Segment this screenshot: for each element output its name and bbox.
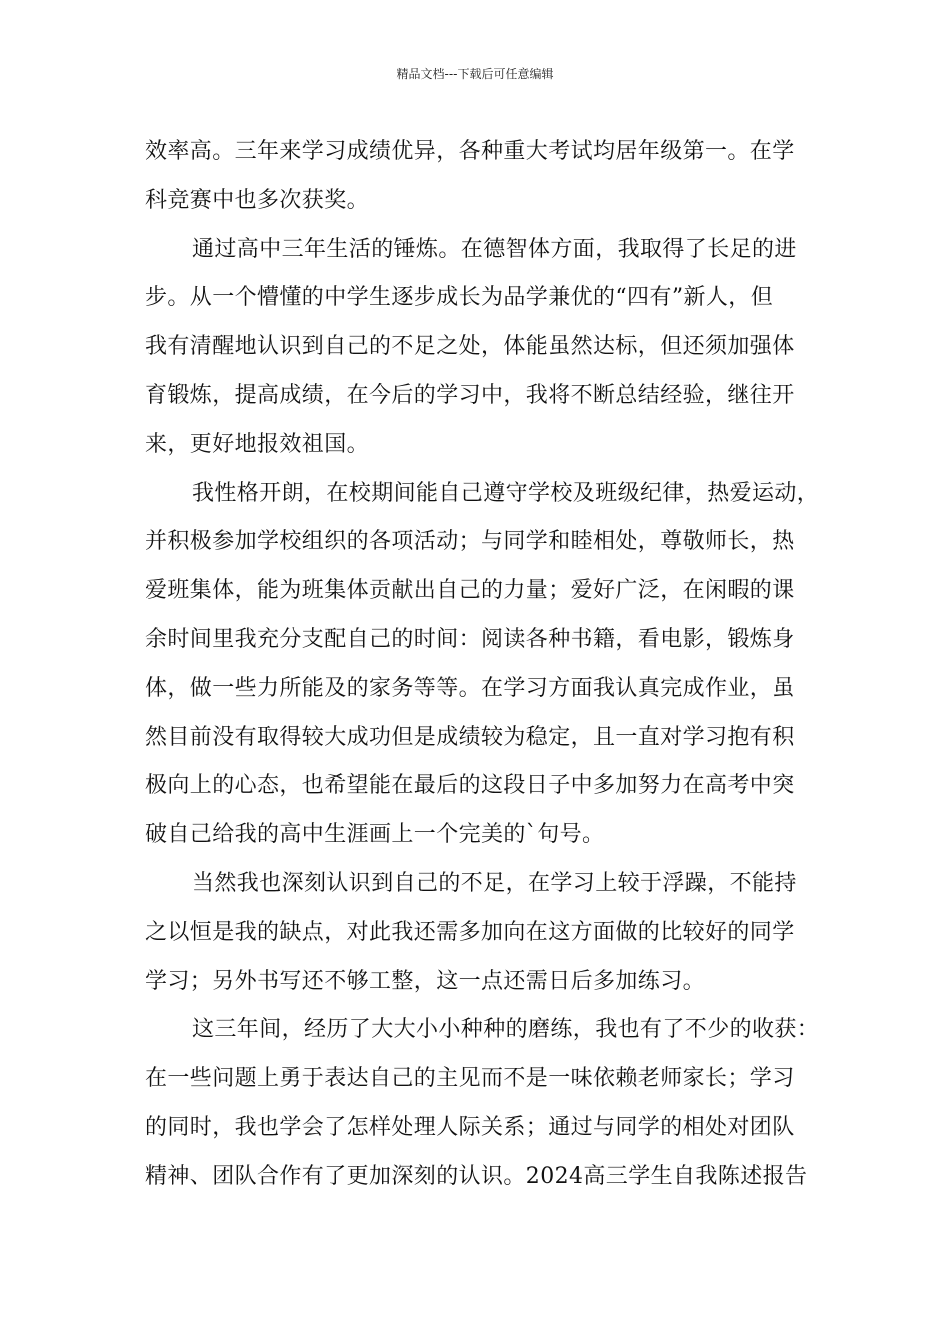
text-line: 爱班集体，能为班集体贡献出自己的力量；爱好广泛，在闲暇的课 (145, 578, 795, 604)
text-line: 这三年间，经历了大大小小种种的磨练，我也有了不少的收获： (192, 1017, 820, 1043)
page-header: 精品文档---下载后可任意编辑 (396, 67, 554, 81)
document-body (145, 133, 820, 1207)
text-line: 破自己给我的高中生涯画上一个完美的`句号。 (145, 822, 605, 848)
text-line: 并积极参加学校组织的各项活动；与同学和睦相处，尊敬师长，热 (145, 529, 795, 555)
text-line: 之以恒是我的缺点，对此我还需多加向在这方面做的比较好的同学 (145, 919, 795, 945)
text-line: 育锻炼，提高成绩，在今后的学习中，我将不断总结经验，继往开 (145, 382, 795, 408)
text-line: 学习；另外书写还不够工整，这一点还需日后多加练习。 (145, 968, 706, 994)
text-line: 极向上的心态，也希望能在最后的这段日子中多加努力在高考中突 (145, 773, 795, 799)
text-line: 余时间里我充分支配自己的时间：阅读各种书籍，看电影，锻炼身 (145, 626, 795, 652)
text-line: 体，做一些力所能及的家务等等。在学习方面我认真完成作业，虽 (145, 675, 795, 701)
text-line: 的同时，我也学会了怎样处理人际关系；通过与同学的相处对团队 (145, 1114, 795, 1140)
text-line: 当然我也深刻认识到自己的不足，在学习上较于浮躁，不能持 (192, 870, 797, 896)
paragraph (145, 1011, 820, 1206)
text-line: 在一些问题上勇于表达自己的主见而不是一味依赖老师家长；学习 (145, 1066, 795, 1092)
paragraph (145, 133, 815, 231)
text-line: 通过高中三年生活的锤炼。在德智体方面，我取得了长足的进 (192, 236, 797, 262)
text-line: 效率高。三年来学习成绩优异，各种重大考试均居年级第一。在学 (145, 139, 795, 164)
text-line: 然目前没有取得较大成功但是成绩较为稳定，且一直对学习抱有积 (145, 724, 795, 750)
text-line: 我有清醒地认识到自己的不足之处，体能虽然达标，但还须加强体 (145, 334, 795, 360)
paragraph (145, 231, 815, 475)
paragraph (145, 865, 815, 1011)
text-line: 精神、团队合作有了更加深刻的认识。2024高三学生自我陈述报告 (145, 1163, 808, 1189)
text-line: 我性格开朗，在校期间能自己遵守学校及班级纪律，热爱运动， (192, 480, 820, 506)
text-line: 科竞赛中也多次获奖。 (145, 187, 370, 213)
text-line: 步。从一个懵懂的中学生逐步成长为品学兼优的“四有”新人，但 (145, 285, 774, 311)
paragraph (145, 475, 820, 865)
text-line: 来，更好地报效祖国。 (145, 431, 370, 457)
